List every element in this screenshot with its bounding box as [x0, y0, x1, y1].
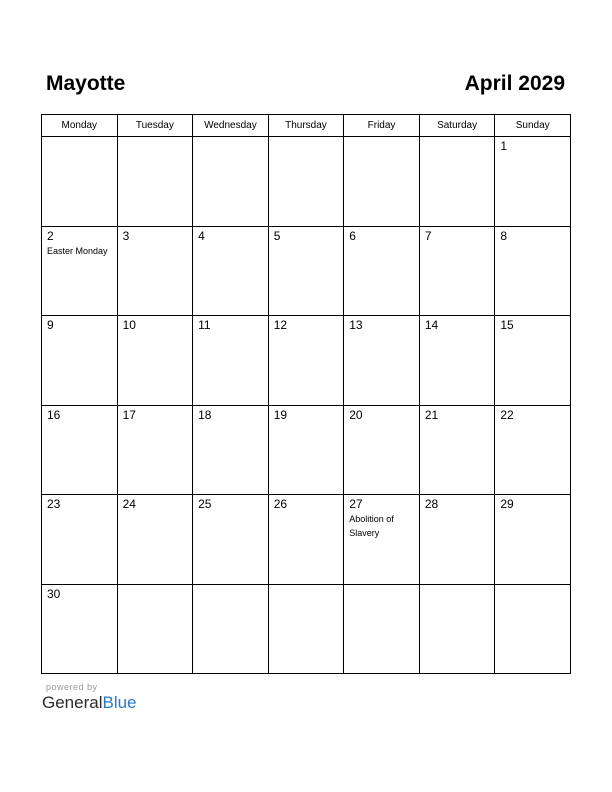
- weekday-header-row: [42, 115, 571, 137]
- day-cell: [344, 316, 420, 406]
- day-cell: [117, 316, 193, 406]
- weekday-wednesday: Wednesday: [193, 115, 269, 137]
- day-cell: [193, 495, 269, 585]
- empty-day-cell: [268, 584, 344, 674]
- day-number: 20: [349, 407, 363, 422]
- day-cell: [117, 495, 193, 585]
- holiday-label: Easter Monday: [47, 245, 108, 256]
- day-number: 14: [424, 318, 439, 332]
- day-number: 29: [500, 497, 514, 511]
- holiday-label: Abolition of Slavery: [349, 514, 394, 538]
- week-row: [42, 226, 571, 316]
- day-cell: [495, 137, 571, 227]
- day-number: 5: [273, 228, 281, 243]
- day-cell: [495, 226, 571, 316]
- week-row: [42, 584, 571, 674]
- weekday-tuesday: Tuesday: [117, 115, 193, 137]
- day-cell: [495, 316, 571, 406]
- day-number: 2: [47, 228, 54, 243]
- day-number: 19: [273, 407, 288, 422]
- powered-by-text: powered by: [46, 682, 98, 692]
- generalblue-logo[interactable]: [42, 693, 137, 713]
- day-number: 15: [500, 318, 514, 332]
- day-number: 28: [424, 497, 439, 511]
- day-number: 21: [424, 407, 439, 422]
- logo-general-text: General: [42, 693, 103, 712]
- day-number: 1: [500, 139, 508, 153]
- day-number: 26: [273, 497, 288, 511]
- day-number: 27: [349, 497, 363, 511]
- day-number: 11: [198, 318, 211, 332]
- weekday-sunday: Sunday: [495, 115, 571, 137]
- day-number: 7: [424, 228, 432, 243]
- day-number: 30: [47, 586, 61, 601]
- day-cell: [419, 495, 495, 585]
- day-number: 22: [500, 407, 514, 422]
- day-cell: [193, 316, 269, 406]
- day-cell: [117, 405, 193, 495]
- day-cell: [42, 584, 118, 674]
- day-number: 9: [47, 318, 54, 332]
- day-cell: [344, 405, 420, 495]
- day-cell: [42, 316, 118, 406]
- month-year-title: April 2029: [464, 72, 565, 95]
- day-number: 3: [122, 228, 130, 243]
- day-cell: [268, 405, 344, 495]
- calendar-grid: [41, 114, 571, 674]
- empty-day-cell: [495, 584, 571, 674]
- weekday-monday: Monday: [42, 115, 118, 137]
- day-number: 18: [198, 407, 212, 422]
- empty-day-cell: [42, 137, 118, 227]
- day-cell: [419, 316, 495, 406]
- day-cell: [117, 226, 193, 316]
- week-row: [42, 137, 571, 227]
- day-cell: [193, 405, 269, 495]
- day-cell: [42, 495, 118, 585]
- empty-day-cell: [117, 584, 193, 674]
- week-row: [42, 495, 571, 585]
- country-title: Mayotte: [46, 72, 126, 95]
- day-number: 4: [198, 228, 205, 243]
- logo-blue-text: Blue: [102, 693, 137, 712]
- day-number: 10: [122, 318, 136, 332]
- day-cell: [495, 405, 571, 495]
- empty-day-cell: [117, 137, 193, 227]
- empty-day-cell: [344, 584, 420, 674]
- day-number: 13: [349, 318, 363, 332]
- day-cell: [344, 495, 420, 585]
- empty-day-cell: [268, 137, 344, 227]
- day-cell: [193, 226, 269, 316]
- empty-day-cell: [419, 584, 495, 674]
- empty-day-cell: [193, 584, 269, 674]
- day-number: 8: [500, 228, 508, 243]
- day-cell: [419, 405, 495, 495]
- day-cell: [495, 495, 571, 585]
- day-cell: [268, 316, 344, 406]
- weekday-friday: Friday: [344, 115, 420, 137]
- day-cell: [419, 226, 495, 316]
- day-number: 17: [122, 407, 136, 422]
- day-cell: [42, 405, 118, 495]
- week-row: [42, 316, 571, 406]
- day-number: 24: [122, 497, 136, 511]
- weekday-thursday: Thursday: [268, 115, 344, 137]
- day-number: 12: [273, 318, 288, 332]
- day-cell: [344, 226, 420, 316]
- day-cell: [42, 226, 118, 316]
- empty-day-cell: [344, 137, 420, 227]
- day-number: 25: [198, 497, 212, 511]
- week-row: [42, 405, 571, 495]
- weekday-saturday: Saturday: [419, 115, 495, 137]
- empty-day-cell: [419, 137, 495, 227]
- day-cell: [268, 495, 344, 585]
- day-number: 16: [47, 407, 61, 422]
- day-cell: [268, 226, 344, 316]
- day-number: 23: [47, 497, 61, 511]
- empty-day-cell: [193, 137, 269, 227]
- day-number: 6: [349, 228, 356, 243]
